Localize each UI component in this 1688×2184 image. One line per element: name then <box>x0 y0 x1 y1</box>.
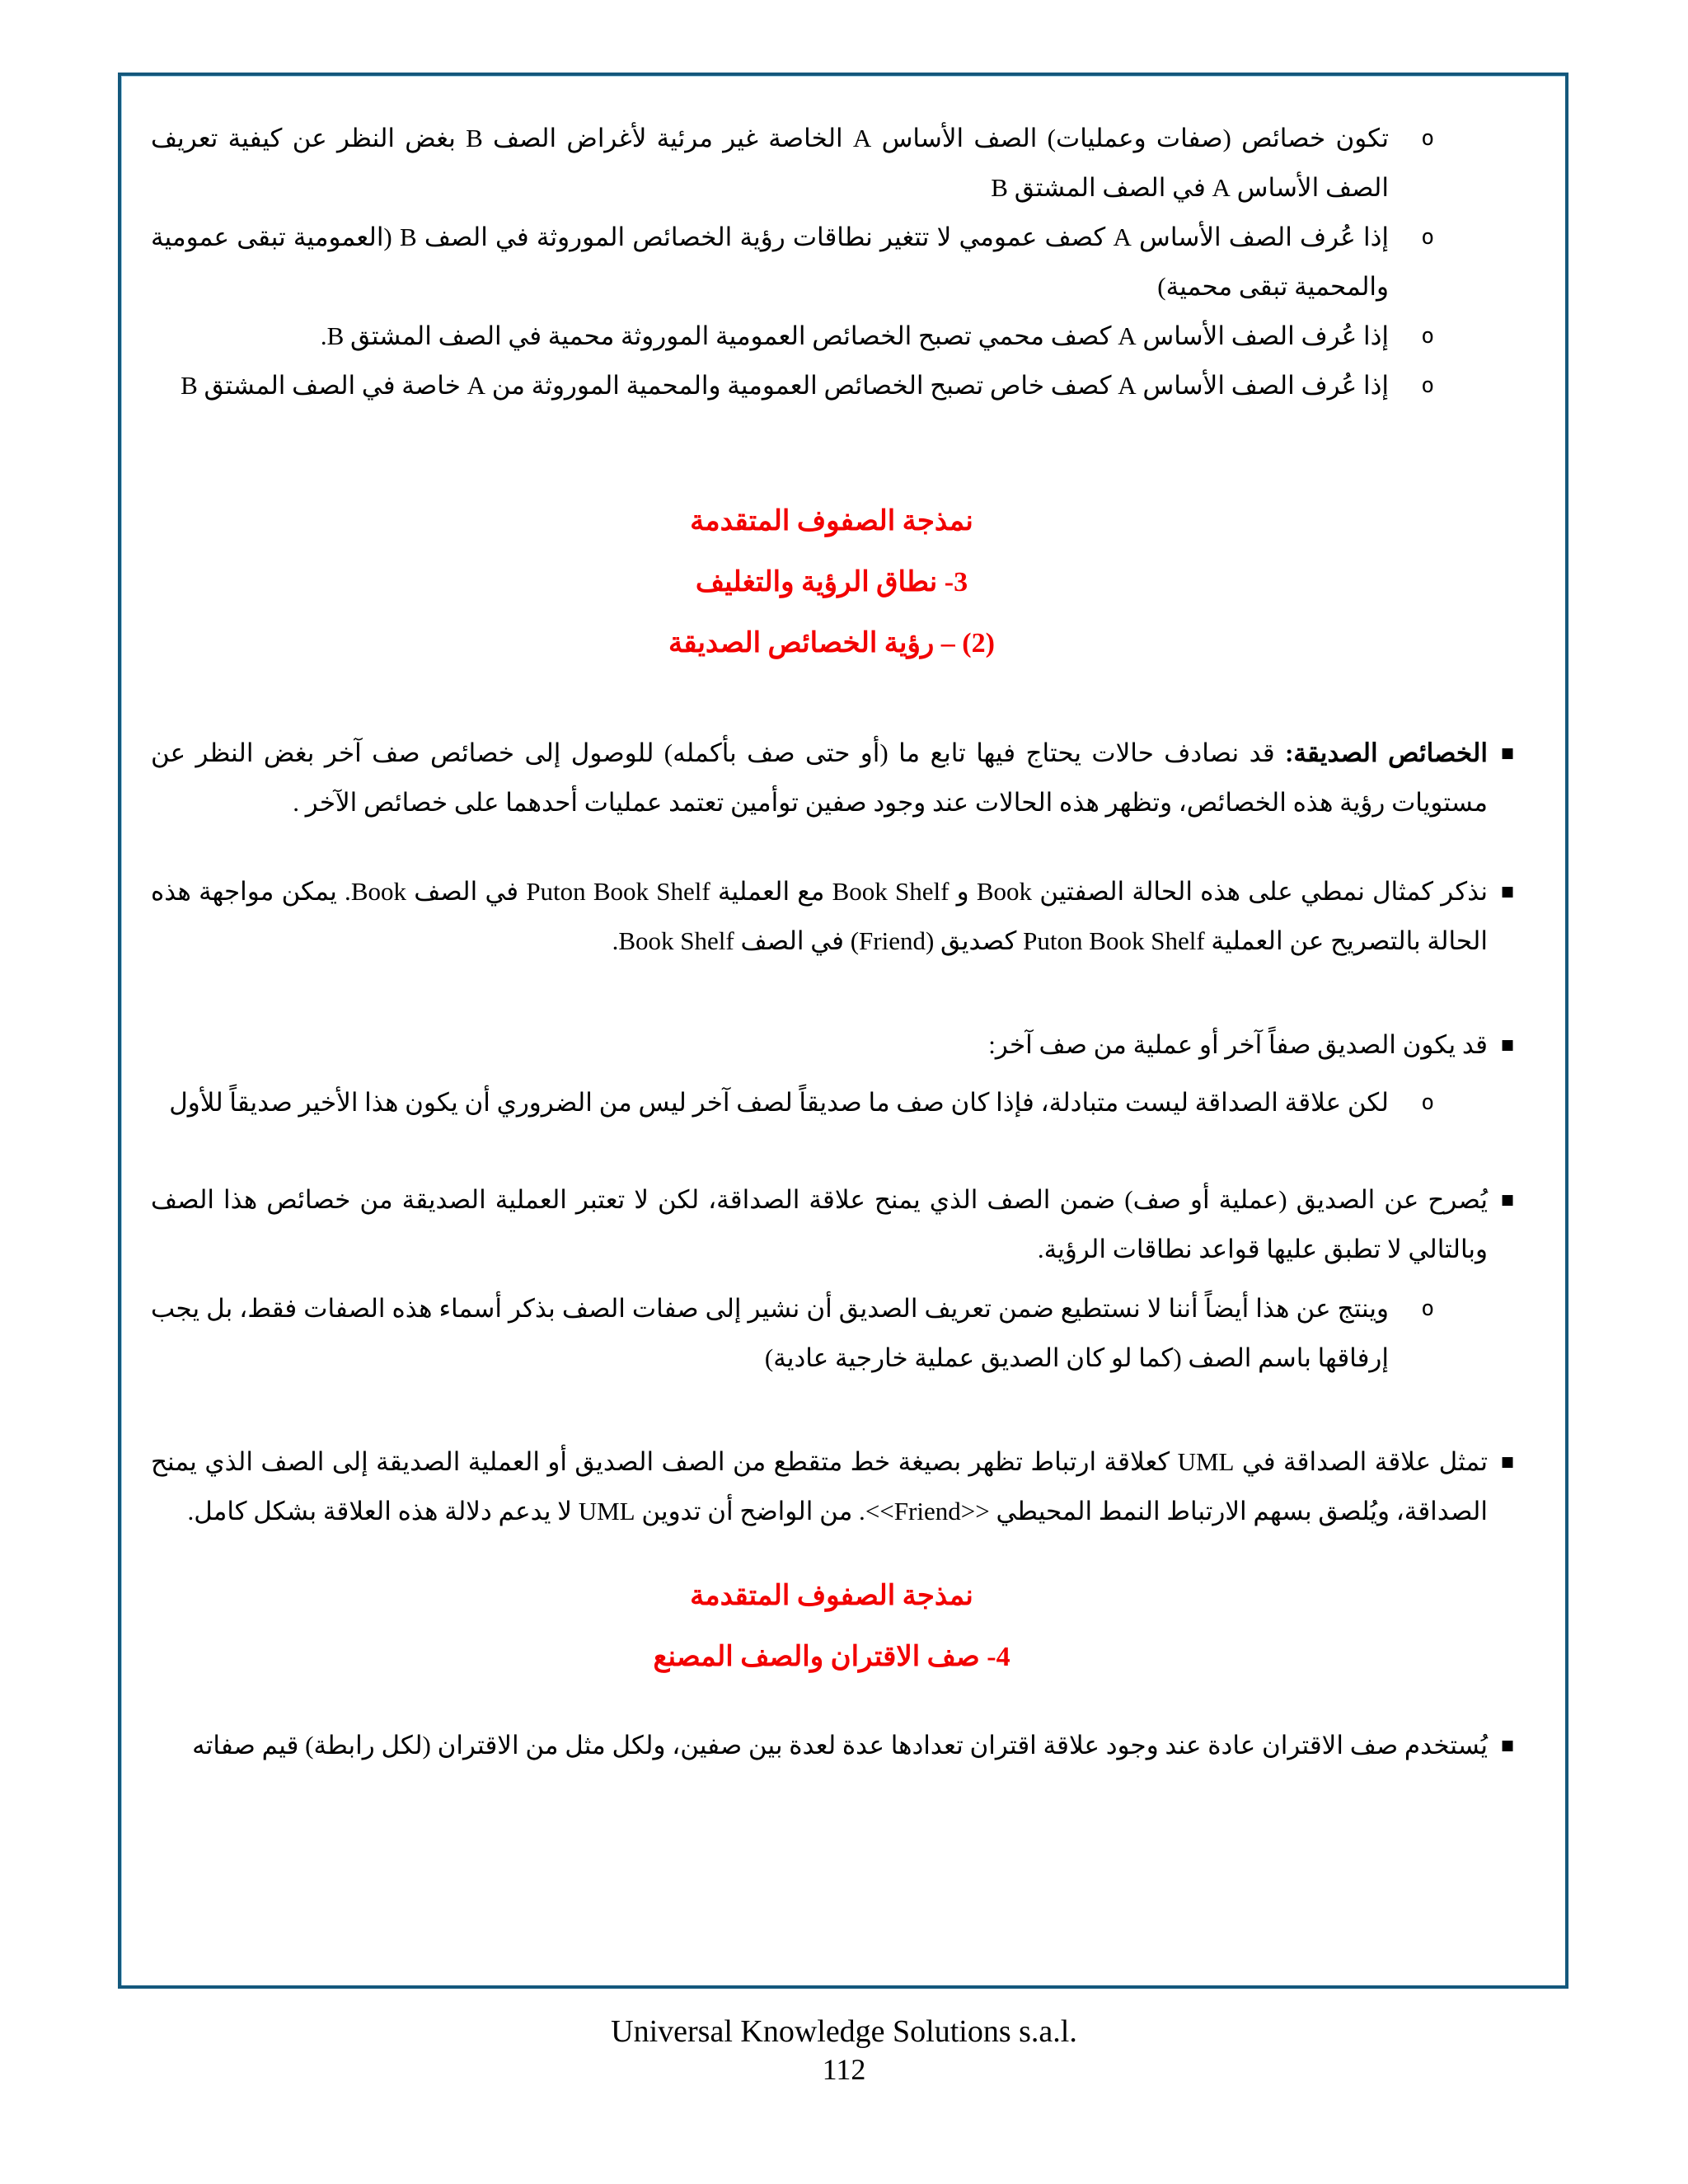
bullet-item <box>151 1078 1512 1127</box>
bullet-text: وينتج عن هذا أيضاً أننا لا نستطيع ضمن تعريف الصديق أن نشير إلى صفات الصف بذكر أسماء هذه الصفات فقط، بل يجب إرفاقها باسم الصف (كما لو كان الصديق عملية خارجية عادية) <box>151 1294 1389 1372</box>
bullet-text: يُستخدم صف الاقتران عادة عند وجود علاقة اقتران تعدادها عدة لعدة بين صفين، ولكل مثل من الاقتران (لكل رابطة) قيم صفاته <box>192 1731 1488 1760</box>
bullet-item <box>151 867 1512 966</box>
bullet-item <box>151 312 1512 361</box>
bullet-text: إذا عُرف الصف الأساس A كصف خاص تصبح الخصائص العمومية والمحمية الموروثة من A خاصة في الصف المشتق B <box>181 371 1389 400</box>
square-bullet-icon: ■ <box>1500 1192 1514 1208</box>
circle-bullet-icon: o <box>1421 373 1434 398</box>
heading-line: 4- صف الاقتران والصف المصنع <box>653 1642 1010 1672</box>
footer-company: Universal Knowledge Solutions s.a.l. <box>611 2014 1077 2049</box>
circle-bullet-icon: o <box>1421 324 1434 349</box>
bullet-item <box>151 1020 1512 1070</box>
bullet-text: إذا عُرف الصف الأساس A كصف عمومي لا تتغير نطاقات رؤية الخصائص الموروثة في الصف B (العمومية تبقى عمومية والمحمية تبقى محمية) <box>151 223 1389 301</box>
page-border-box <box>118 73 1568 1989</box>
bullet-item <box>151 1175 1512 1274</box>
bullet-item <box>151 1721 1512 1770</box>
section-heading-block <box>151 1566 1512 1688</box>
heading-line: (2) – رؤية الخصائص الصديقة <box>668 628 995 658</box>
bullet-item <box>151 213 1512 312</box>
bullet-item <box>151 114 1512 213</box>
heading-line: نمذجة الصفوف المتقدمة <box>690 506 973 537</box>
bullet-text: قد يكون الصديق صفاً آخر أو عملية من صف آخر: <box>988 1030 1488 1059</box>
bullet-text: نذكر كمثال نمطي على هذه الحالة الصفتين Book و Book Shelf مع العملية Puton Book Shelf في الصف Book. يمكن مواجهة هذه الحالة بالتصريح عن العملية Puton Book Shelf كصديق (Friend) في الصف Book Shelf. <box>151 877 1489 955</box>
square-bullet-icon: ■ <box>1500 745 1514 762</box>
bullet-item <box>151 361 1512 410</box>
circle-bullet-icon: o <box>1421 126 1434 151</box>
square-bullet-icon: ■ <box>1500 1737 1514 1754</box>
bullet-text: إذا عُرف الصف الأساس A كصف محمي تصبح الخصائص العمومية الموروثة محمية في الصف المشتق B. <box>320 321 1389 350</box>
square-bullet-icon: ■ <box>1500 1454 1514 1470</box>
page-content <box>121 76 1565 1803</box>
page-footer <box>0 2013 1688 2088</box>
bullet-lead-text: الخصائص الصديقة: <box>1285 738 1488 767</box>
heading-line: 3- نطاق الرؤية والتغليف <box>695 567 968 598</box>
bullet-text: لكن علاقة الصداقة ليست متبادلة، فإذا كان صف ما صديقاً لصف آخر ليس من الضروري أن يكون هذا الأخير صديقاً للأول <box>169 1088 1389 1117</box>
bullet-item <box>151 1437 1512 1536</box>
heading-line: نمذجة الصفوف المتقدمة <box>690 1581 973 1611</box>
bullet-item <box>151 729 1512 827</box>
circle-bullet-icon: o <box>1421 1090 1434 1115</box>
square-bullet-icon: ■ <box>1500 1037 1514 1053</box>
circle-bullet-icon: o <box>1421 1296 1434 1321</box>
square-bullet-icon: ■ <box>1500 883 1514 900</box>
bullet-text: تمثل علاقة الصداقة في UML كعلاقة ارتباط تظهر بصيغة خط متقطع من الصف الصديق أو العملية الصديقة إلى الصف الذي يمنح الصداقة، ويُلصق بسهم الارتباط النمط المحيطي ‎<<Friend>>‎. من الواضح أن تدوين UML لا يدعم دلالة هذه العلاقة بشكل كامل. <box>151 1447 1488 1526</box>
bullet-item <box>151 1284 1512 1383</box>
circle-bullet-icon: o <box>1421 225 1434 250</box>
bullet-text: تكون خصائص (صفات وعمليات) الصف الأساس A الخاصة غير مرئية لأغراض الصف B بغض النظر عن كيفية تعريف الصف الأساس A في الصف المشتق B <box>151 124 1390 202</box>
section-heading-block <box>151 491 1512 674</box>
bullet-text: قد نصادف حالات يحتاج فيها تابع ما (أو حتى صف بأكمله) للوصول إلى خصائص صف آخر بغض النظر عن مستويات رؤية هذه الخصائص، وتظهر هذه الحالات عند وجود صفين توأمين تعتمد عمليات أحدهما على خصائص الآخر . <box>151 738 1488 817</box>
page-number: 112 <box>822 2053 866 2086</box>
bullet-text: يُصرح عن الصديق (عملية أو صف) ضمن الصف الذي يمنح علاقة الصداقة، لكن لا تعتبر العملية الصديقة من خصائص هذا الصف وبالتالي لا تطبق عليها قواعد نطاقات الرؤية. <box>151 1185 1488 1263</box>
